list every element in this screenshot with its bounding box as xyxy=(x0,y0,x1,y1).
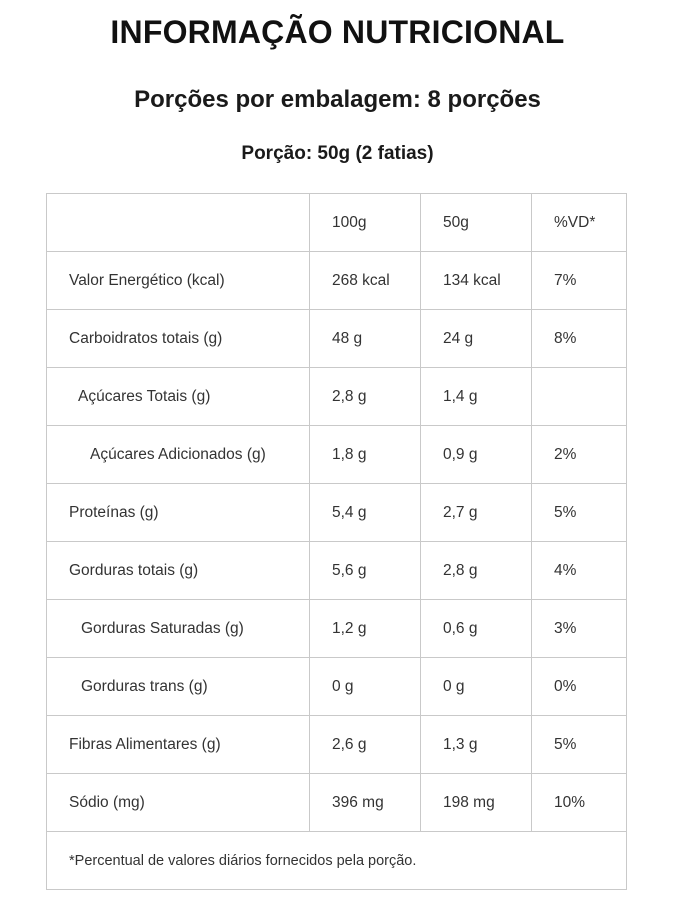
nutrient-label: Açúcares Totais (g) xyxy=(47,368,310,426)
value-50g: 198 mg xyxy=(421,774,532,832)
nutrition-table xyxy=(46,193,627,890)
nutrient-label: Gorduras trans (g) xyxy=(47,658,310,716)
table-row xyxy=(47,600,627,658)
value-vd: 5% xyxy=(532,484,627,542)
value-vd: 5% xyxy=(532,716,627,774)
nutrient-label: Carboidratos totais (g) xyxy=(47,310,310,368)
value-50g: 2,7 g xyxy=(421,484,532,542)
value-50g: 24 g xyxy=(421,310,532,368)
value-100g: 1,2 g xyxy=(310,600,421,658)
table-row xyxy=(47,774,627,832)
table-row xyxy=(47,658,627,716)
value-50g: 134 kcal xyxy=(421,252,532,310)
value-vd: 10% xyxy=(532,774,627,832)
value-vd: 7% xyxy=(532,252,627,310)
value-100g: 0 g xyxy=(310,658,421,716)
nutrient-label: Açúcares Adicionados (g) xyxy=(47,426,310,484)
value-vd: 2% xyxy=(532,426,627,484)
portion-size: Porção: 50g (2 fatias) xyxy=(241,143,434,164)
value-100g: 48 g xyxy=(310,310,421,368)
value-100g: 2,8 g xyxy=(310,368,421,426)
value-100g: 5,6 g xyxy=(310,542,421,600)
header-50g: 50g xyxy=(421,194,532,252)
footnote: *Percentual de valores diários fornecidos pela porção. xyxy=(47,832,627,890)
table-row xyxy=(47,716,627,774)
value-vd: 4% xyxy=(532,542,627,600)
value-vd: 0% xyxy=(532,658,627,716)
header-vd: %VD* xyxy=(532,194,627,252)
nutrient-label: Proteínas (g) xyxy=(47,484,310,542)
table-row xyxy=(47,542,627,600)
value-100g: 1,8 g xyxy=(310,426,421,484)
value-100g: 268 kcal xyxy=(310,252,421,310)
nutrient-label: Gorduras Saturadas (g) xyxy=(47,600,310,658)
nutrient-label: Fibras Alimentares (g) xyxy=(47,716,310,774)
header-100g: 100g xyxy=(310,194,421,252)
value-vd xyxy=(532,368,627,426)
page-title: INFORMAÇÃO NUTRICIONAL xyxy=(110,14,565,50)
table-row xyxy=(47,368,627,426)
value-vd: 3% xyxy=(532,600,627,658)
value-50g: 2,8 g xyxy=(421,542,532,600)
table-row xyxy=(47,426,627,484)
servings-per-package: Porções por embalagem: 8 porções xyxy=(134,86,541,113)
value-50g: 0,9 g xyxy=(421,426,532,484)
value-vd: 8% xyxy=(532,310,627,368)
nutrient-label: Valor Energético (kcal) xyxy=(47,252,310,310)
table-row xyxy=(47,310,627,368)
footnote-row xyxy=(47,832,627,890)
nutrient-label: Sódio (mg) xyxy=(47,774,310,832)
value-100g: 5,4 g xyxy=(310,484,421,542)
value-50g: 0,6 g xyxy=(421,600,532,658)
value-100g: 396 mg xyxy=(310,774,421,832)
value-50g: 0 g xyxy=(421,658,532,716)
value-100g: 2,6 g xyxy=(310,716,421,774)
table-row xyxy=(47,252,627,310)
nutrient-label: Gorduras totais (g) xyxy=(47,542,310,600)
value-50g: 1,4 g xyxy=(421,368,532,426)
table-row xyxy=(47,484,627,542)
value-50g: 1,3 g xyxy=(421,716,532,774)
header-nutrient xyxy=(47,194,310,252)
table-header-row xyxy=(47,194,627,252)
